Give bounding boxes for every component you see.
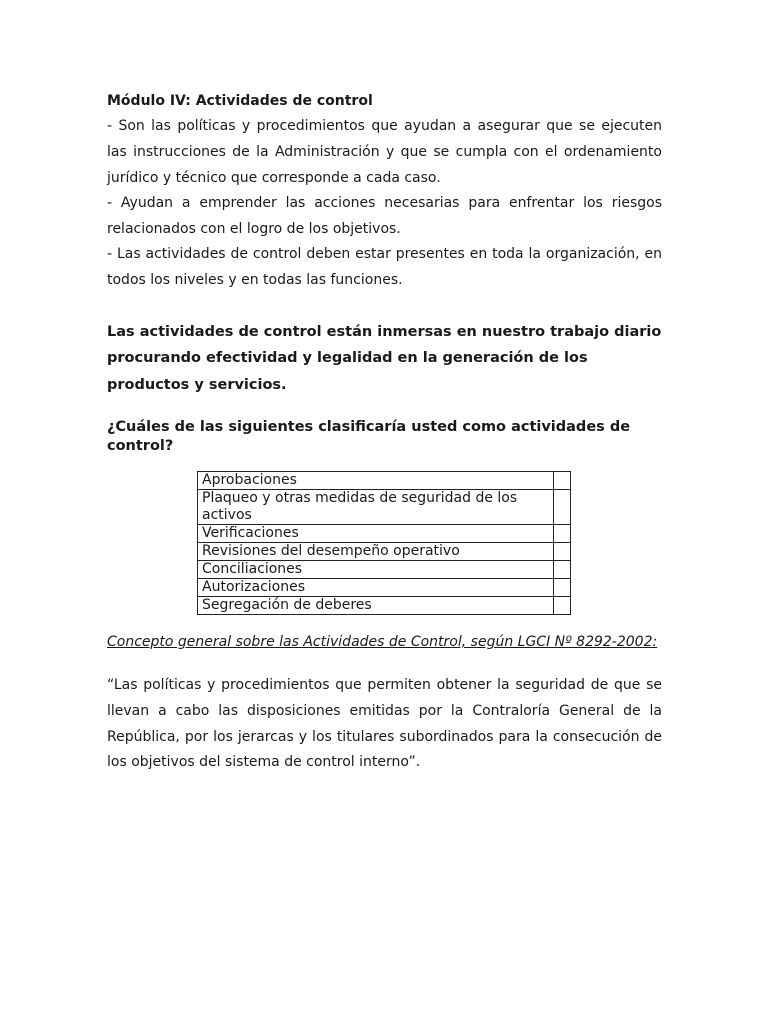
module-title: Módulo IV: Actividades de control [107, 93, 373, 109]
checklist-checkbox[interactable] [554, 543, 571, 561]
checklist-checkbox[interactable] [554, 561, 571, 579]
checklist-row [198, 597, 571, 615]
control-activities-checklist [197, 471, 571, 615]
definition-quote: “Las políticas y procedimientos que permiten obtener la seguridad de que se llevan a cabo las disposiciones emitidas por la Contraloría General de la República, por los jerarcas y los titulares subordinados para la consecución de los objetivos del sistema de control interno”. [107, 677, 662, 771]
intro-paragraph-2: - Ayudan a emprender las acciones necesarias para enfrentar los riesgos relacionados con el logro de los objetivos. [107, 195, 662, 237]
checklist-row [198, 472, 571, 490]
checklist-item-label: Autorizaciones [198, 579, 554, 597]
checklist-item-label: Plaqueo y otras medidas de seguridad de los activos [198, 490, 554, 525]
checklist-checkbox[interactable] [554, 597, 571, 615]
checklist-checkbox[interactable] [554, 490, 571, 525]
intro-paragraph-3: - Las actividades de control deben estar presentes en toda la organización, en todos los niveles y en todas las funciones. [107, 246, 662, 288]
question-text: ¿Cuáles de las siguientes clasificaría usted como actividades de control? [107, 419, 631, 454]
checklist-row [198, 561, 571, 579]
checklist-checkbox[interactable] [554, 472, 571, 490]
checklist-item-label: Revisiones del desempeño operativo [198, 543, 554, 561]
checklist-row [198, 525, 571, 543]
checklist-row [198, 490, 571, 525]
checklist-row [198, 543, 571, 561]
checklist-item-label: Conciliaciones [198, 561, 554, 579]
checklist-item-label: Segregación de deberes [198, 597, 554, 615]
intro-paragraph-1: - Son las políticas y procedimientos que ayudan a asegurar que se ejecuten las instrucciones de la Administración y que se cumpla con el ordenamiento jurídico y técnico que corresponde a cada caso. [107, 118, 662, 186]
checklist-item-label: Aprobaciones [198, 472, 554, 490]
highlight-paragraph: Las actividades de control están inmersas en nuestro trabajo diario procurando efectividad y legalidad en la generación de los productos y servicios. [107, 324, 662, 393]
checklist-checkbox[interactable] [554, 579, 571, 597]
checklist-item-label: Verificaciones [198, 525, 554, 543]
concept-heading: Concepto general sobre las Actividades de Control, según LGCI Nº 8292-2002: [107, 634, 658, 650]
checklist-row [198, 579, 571, 597]
checklist-checkbox[interactable] [554, 525, 571, 543]
